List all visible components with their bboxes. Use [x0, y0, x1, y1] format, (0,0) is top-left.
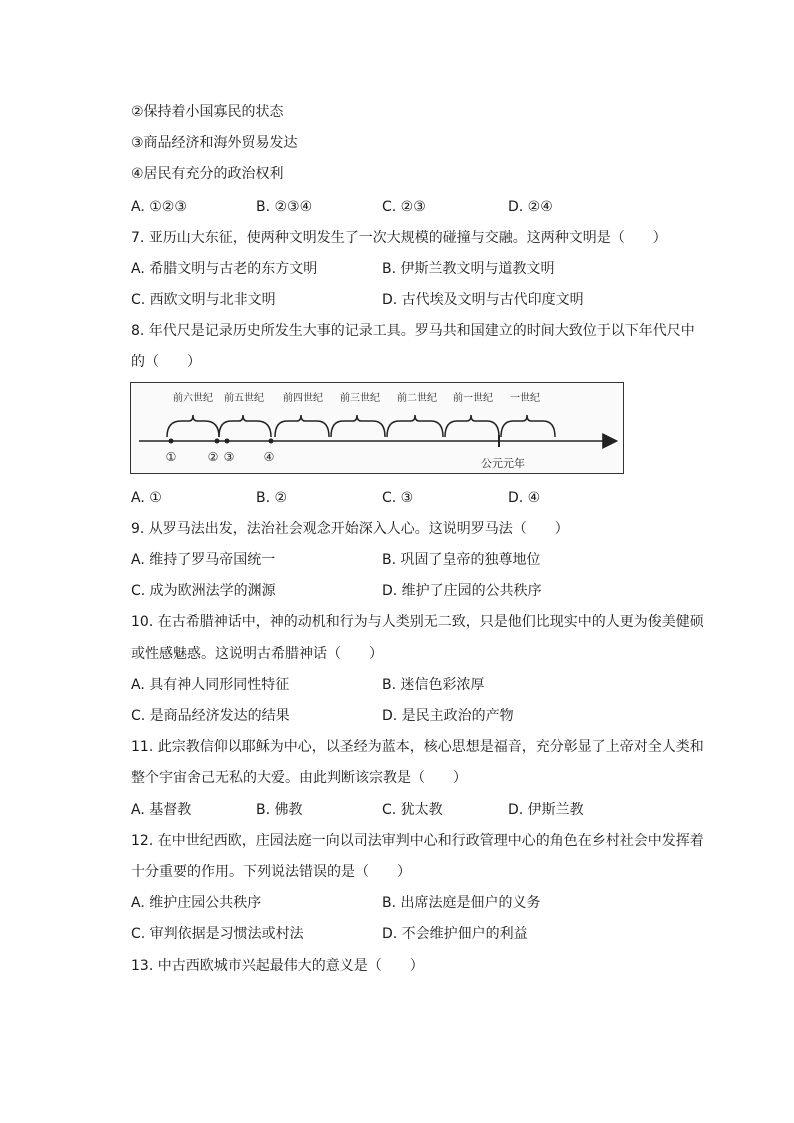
century-label: 一世纪 — [510, 393, 540, 404]
q8-option-d: D. ④ — [508, 490, 541, 506]
q12-option-a: A. 维护庄园公共秩序 — [131, 895, 262, 911]
q10-option-a: A. 具有神人同形同性特征 — [131, 677, 290, 693]
q9-option-a: A. 维持了罗马帝国统一 — [131, 552, 276, 568]
q10-option-b: B. 迷信色彩浓厚 — [382, 677, 485, 693]
q9-option-c: C. 成为欧洲法学的渊源 — [131, 583, 276, 599]
q7-option-a: A. 希腊文明与古老的东方文明 — [131, 261, 318, 277]
q6-item-2: ②保持着小国寡民的状态 — [131, 104, 284, 120]
marker-label-2: ② — [207, 450, 219, 464]
q6-option-b: B. ②③④ — [256, 199, 313, 215]
q12-option-b: B. 出席法庭是佃户的义务 — [382, 895, 541, 911]
century-label: 前二世纪 — [397, 393, 437, 404]
q9-option-b: B. 巩固了皇帝的独尊地位 — [382, 552, 541, 568]
q12-option-c: C. 审判依据是习惯法或村法 — [131, 926, 304, 942]
q6-option-a: A. ①②③ — [131, 199, 187, 215]
q6-item-3: ③商品经济和海外贸易发达 — [131, 135, 298, 151]
q8-stem-line1: 8. 年代尺是记录历史所发生大事的记录工具。罗马共和国建立的时间大致位于以下年代尺中 — [131, 323, 695, 339]
q11-option-a: A. 基督教 — [131, 802, 192, 818]
q12-option-d: D. 不会维护佃户的利益 — [382, 926, 528, 942]
century-label: 前六世纪 — [173, 393, 213, 404]
q10-option-d: D. 是民主政治的产物 — [382, 708, 514, 724]
century-label: 前四世纪 — [283, 393, 323, 404]
q10-option-c: C. 是商品经济发达的结果 — [131, 708, 290, 724]
q11-stem-line2: 整个宇宙舍己无私的大爱。由此判断该宗教是（ ） — [131, 770, 467, 786]
century-label: 前五世纪 — [224, 393, 264, 404]
century-braces — [167, 415, 555, 437]
q11-stem-line1: 11. 此宗教信仰以耶稣为中心，以圣经为蓝本，核心思想是福音，充分彰显了上帝对全人类和 — [131, 739, 704, 755]
q7-option-c: C. 西欧文明与北非文明 — [131, 292, 276, 308]
century-label: 前三世纪 — [340, 393, 380, 404]
marker-label-3: ③ — [223, 450, 235, 464]
marker-label-4: ④ — [263, 450, 275, 464]
q6-option-c: C. ②③ — [382, 199, 426, 215]
q6-item-4: ④居民有充分的政治权利 — [131, 166, 284, 182]
q7-option-d: D. 古代埃及文明与古代印度文明 — [382, 292, 584, 308]
q7-stem: 7. 亚历山大东征，使两种文明发生了一次大规模的碰撞与交融。这两种文明是（ ） — [131, 230, 667, 246]
q9-option-d: D. 维护了庄园的公共秩序 — [382, 583, 542, 599]
marker-label-1: ① — [165, 450, 177, 464]
q7-option-b: B. 伊斯兰教文明与道教文明 — [382, 261, 555, 277]
marker-point — [225, 439, 230, 444]
century-label: 前一世纪 — [453, 393, 493, 404]
origin-label: 公元元年 — [481, 457, 525, 470]
marker-point — [169, 439, 174, 444]
q6-option-d: D. ②④ — [508, 199, 553, 215]
q11-option-c: C. 犹太教 — [382, 802, 443, 818]
q9-stem: 9. 从罗马法出发，法治社会观念开始深入人心。这说明罗马法（ ） — [131, 521, 569, 537]
q10-stem-line1: 10. 在古希腊神话中，神的动机和行为与人类别无二致，只是他们比现实中的人更为俊美健硕 — [131, 614, 704, 630]
marker-point — [269, 439, 274, 444]
q11-option-b: B. 佛教 — [256, 802, 303, 818]
q8-option-c: C. ③ — [382, 490, 414, 506]
q12-stem-line1: 12. 在中世纪西欧，庄园法庭一向以司法审判中心和行政管理中心的角色在乡村社会中发挥着 — [131, 833, 704, 849]
q12-stem-line2: 十分重要的作用。下列说法错误的是（ ） — [131, 864, 411, 880]
q8-option-a: A. ① — [131, 490, 162, 506]
q13-stem: 13. 中古西欧城市兴起最伟大的意义是（ ） — [131, 958, 424, 974]
q8-option-b: B. ② — [256, 490, 288, 506]
marker-point — [215, 439, 220, 444]
q11-option-d: D. 伊斯兰教 — [508, 802, 584, 818]
timeline-figure — [130, 382, 624, 474]
q8-stem-line2: 的（ ） — [131, 354, 201, 370]
q10-stem-line2: 或性感魅惑。这说明古希腊神话（ ） — [131, 646, 383, 662]
